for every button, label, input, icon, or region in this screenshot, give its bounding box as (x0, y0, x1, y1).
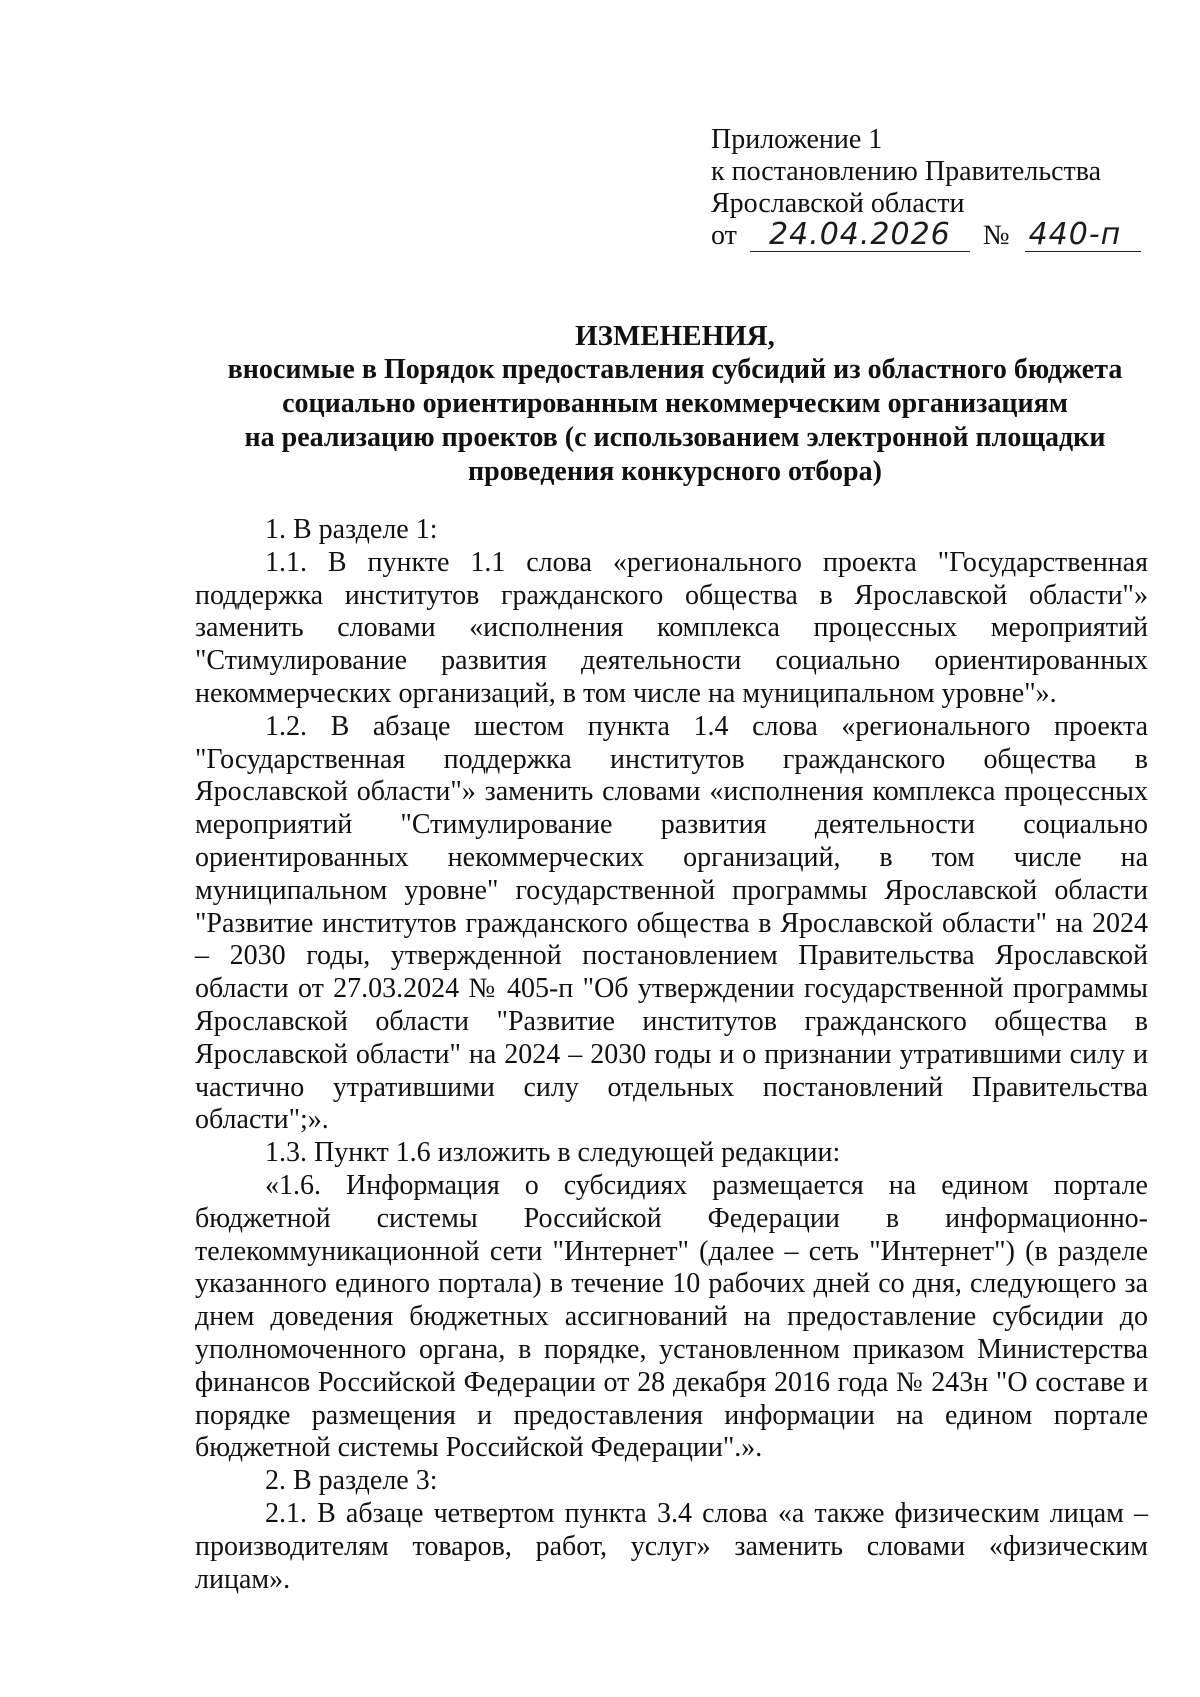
appendix-date-number-line (711, 217, 1151, 252)
appendix-line-1: Приложение 1 (711, 124, 883, 155)
paragraph-2-1: 2.1. В абзаце четвертом пункта 3.4 слова «а также физическим лицам – производителям товаров, работ, услуг» заменить словами «физическим лицам». (195, 1497, 1148, 1595)
from-label: от (711, 220, 737, 251)
document-title (195, 319, 1155, 489)
number-symbol: № (982, 220, 1010, 251)
paragraph-section-1: 1. В разделе 1: (265, 514, 438, 545)
title-line-4: проведения конкурсного отбора) (468, 456, 882, 487)
title-main: ИЗМЕНЕНИЯ, (575, 320, 775, 352)
paragraph-1-6-text: «1.6. Информация о субсидиях размещается на едином портале бюджетной системы Российской Федерации в информационно-телекоммуникационной сети "Интернет" (далее – сеть "Интернет") (в разделе указанного единого портала) в течение 10 рабочих дней со дня, следующего за днем доведения бюджетных ассигнований на предоставление субсидии до уполномоченного органа, в порядке, установленном приказом Министерства финансов Российской Федерации от 28 декабря 2016 года № 243н "О составе и порядке размещения и предоставления информации на едином портале бюджетной системы Российской Федерации".». (195, 1169, 1148, 1464)
title-line-1: вносимые в Порядок предоставления субсидий из областного бюджета (227, 354, 1123, 385)
appendix-block (711, 124, 1151, 252)
appendix-line-3: Ярославской области (711, 188, 965, 219)
title-line-3: на реализацию проектов (с использованием электронной площадки (244, 422, 1106, 453)
handwritten-number: 440-п (1025, 221, 1141, 252)
handwritten-date: 24.04.2026 (750, 221, 970, 252)
title-line-2: социально ориентированным некоммерческим организациям (282, 388, 1068, 419)
appendix-line-2: к постановлению Правительства (711, 156, 1102, 187)
paragraph-section-3: 2. В разделе 3: (265, 1465, 438, 1497)
paragraph-1-3: 1.3. Пункт 1.6 изложить в следующей редакции: (265, 1137, 841, 1169)
paragraph-1-2: 1.2. В абзаце шестом пункта 1.4 слова «регионального проекта "Государственная поддержка институтов гражданского общества в Ярославской области"» заменить словами «исполнения комплекса процессных мероприятий "Стимулирование развития деятельности социально ориентированных некоммерческих организаций, в том числе на муниципальном уровне" государственной программы Ярославской области "Развитие институтов гражданского общества в Ярославской области" на 2024 – 2030 годы, утвержденной постановлением Правительства Ярославской области от 27.03.2024 № 405-п "Об утверждении государственной программы Ярославской области "Развитие институтов гражданского общества в Ярославской области" на 2024 – 2030 годы и о признании утратившими силу и частично утратившими силу отдельных постановлений Правительства области";». (195, 710, 1148, 1136)
paragraph-1-1: 1.1. В пункте 1.1 слова «регионального проекта "Государственная поддержка институтов гражданского общества в Ярославской области"» заменить словами «исполнения комплекса процессных мероприятий "Стимулирование развития деятельности социально ориентированных некоммерческих организаций, в том числе на муниципальном уровне"». (195, 546, 1148, 709)
document-body (195, 514, 1148, 1596)
